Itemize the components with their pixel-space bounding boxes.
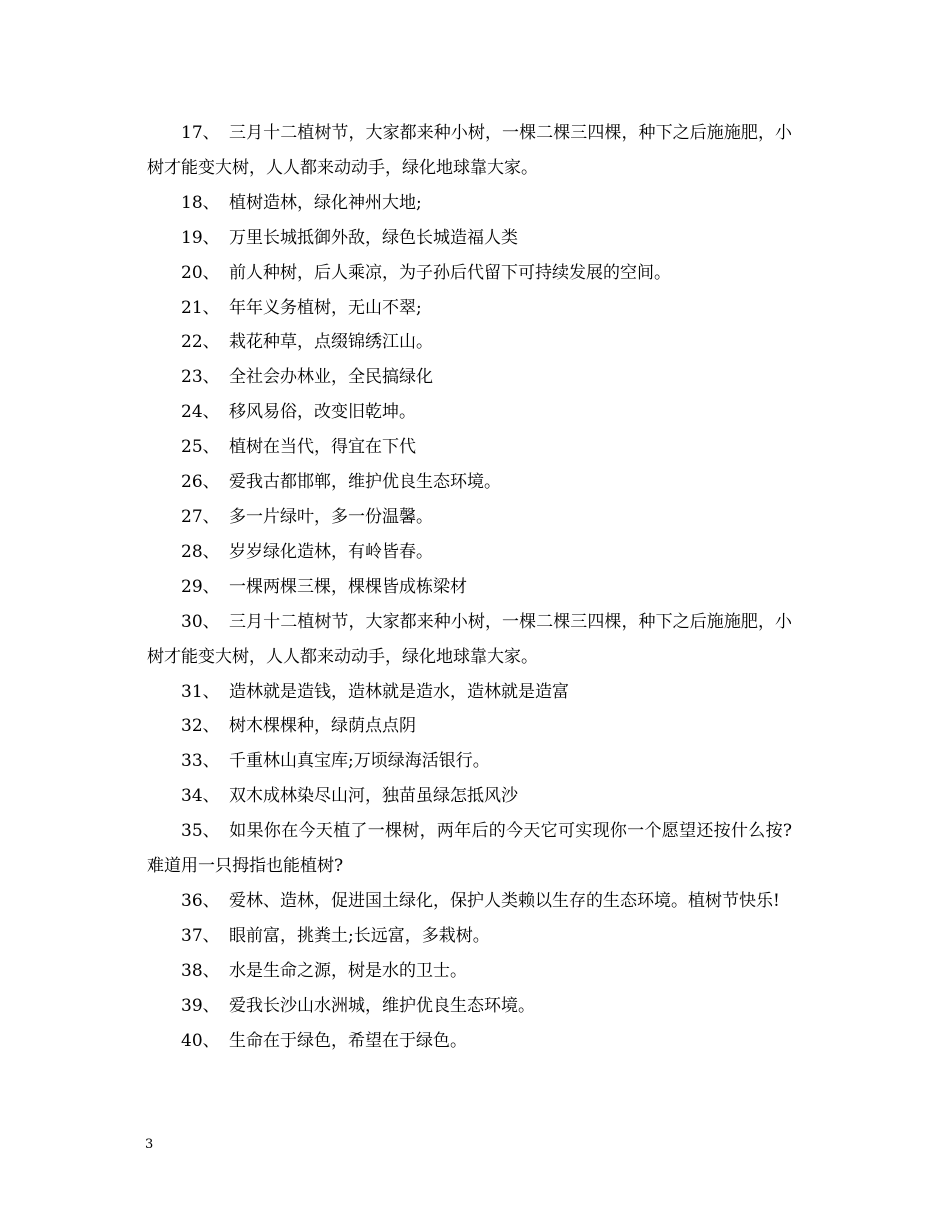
item-number: 17、 xyxy=(181,123,220,143)
list-item xyxy=(147,465,792,500)
item-number: 36、 xyxy=(181,890,220,911)
item-text: 造林就是造钱，造林就是造水，造林就是造富 xyxy=(229,681,569,702)
item-number: 40、 xyxy=(181,1030,220,1051)
item-number: 37、 xyxy=(181,925,220,946)
item-text: 植树造林，绿化神州大地; xyxy=(229,192,422,213)
item-number: 19、 xyxy=(181,227,220,248)
item-text: 爱我古都邯郸，维护优良生态环境。 xyxy=(229,472,501,493)
item-number: 30、 xyxy=(181,611,220,632)
item-text: 移风易俗，改变旧乾坤。 xyxy=(229,402,416,423)
list-item xyxy=(147,1024,792,1059)
item-number: 34、 xyxy=(181,786,220,807)
page-number: 3 xyxy=(145,1137,154,1152)
item-text: 万里长城抵御外敌，绿色长城造福人类 xyxy=(229,227,518,248)
item-text: 植树在当代，得宜在下代 xyxy=(229,437,416,458)
item-number: 33、 xyxy=(181,751,220,772)
item-text: 栽花种草，点缀锦绣江山。 xyxy=(229,332,433,353)
list-item xyxy=(147,430,792,465)
list-item xyxy=(147,291,792,326)
list-item xyxy=(147,709,792,744)
item-text: 年年义务植树，无山不翠; xyxy=(229,297,422,318)
item-text: 岁岁绿化造林，有岭皆春。 xyxy=(229,541,433,562)
item-text: 眼前富，挑粪土;长远富，多栽树。 xyxy=(229,925,490,946)
item-number: 22、 xyxy=(181,332,220,353)
list-item xyxy=(147,675,792,710)
item-text: 千重林山真宝库;万顷绿海活银行。 xyxy=(229,751,490,772)
list-item xyxy=(147,256,792,291)
list-item xyxy=(147,116,792,186)
item-number: 38、 xyxy=(181,960,220,981)
slogan-list xyxy=(147,116,792,1058)
item-number: 21、 xyxy=(181,297,220,318)
item-number: 24、 xyxy=(181,402,220,423)
item-number: 31、 xyxy=(181,681,220,702)
item-text: 前人种树，后人乘凉，为子孙后代留下可持续发展的空间。 xyxy=(229,262,671,283)
item-number: 27、 xyxy=(181,506,220,527)
item-text: 生命在于绿色，希望在于绿色。 xyxy=(229,1030,467,1051)
item-text: 如果你在今天植了一棵树，两年后的今天它可实现你一个愿望还按什么按?难道用一只拇指也能植树? xyxy=(147,821,792,877)
item-text: 一棵两棵三棵，棵棵皆成栋梁材 xyxy=(229,576,467,597)
item-text: 树木棵棵种，绿荫点点阴 xyxy=(229,716,416,737)
list-item xyxy=(147,325,792,360)
list-item xyxy=(147,814,792,884)
item-number: 32、 xyxy=(181,716,220,737)
list-item xyxy=(147,360,792,395)
item-text: 多一片绿叶，多一份温馨。 xyxy=(229,506,433,527)
item-number: 39、 xyxy=(181,995,220,1016)
item-number: 29、 xyxy=(181,576,220,597)
item-number: 25、 xyxy=(181,437,220,458)
item-text: 水是生命之源，树是水的卫士。 xyxy=(229,960,467,981)
list-item xyxy=(147,535,792,570)
item-text: 三月十二植树节，大家都来种小树，一棵二棵三四棵，种下之后施施肥，小树才能变大树，人人都来动动手，绿化地球靠大家。 xyxy=(147,123,792,178)
item-number: 20、 xyxy=(181,262,220,283)
list-item xyxy=(147,954,792,989)
list-item xyxy=(147,570,792,605)
item-number: 26、 xyxy=(181,472,220,493)
list-item xyxy=(147,884,792,919)
list-item xyxy=(147,919,792,954)
list-item xyxy=(147,186,792,221)
item-number: 18、 xyxy=(181,192,220,213)
item-text: 三月十二植树节，大家都来种小树，一棵二棵三四棵，种下之后施施肥，小树才能变大树，人人都来动动手，绿化地球靠大家。 xyxy=(147,611,792,667)
item-text: 全社会办林业，全民搞绿化 xyxy=(229,367,433,388)
item-number: 23、 xyxy=(181,367,220,388)
list-item xyxy=(147,605,792,675)
item-text: 双木成林染尽山河，独苗虽绿怎抵风沙 xyxy=(229,786,518,807)
item-number: 35、 xyxy=(181,821,220,842)
list-item xyxy=(147,779,792,814)
list-item xyxy=(147,395,792,430)
list-item xyxy=(147,744,792,779)
item-text: 爱我长沙山水洲城，维护优良生态环境。 xyxy=(229,995,535,1016)
list-item xyxy=(147,500,792,535)
list-item xyxy=(147,221,792,256)
list-item xyxy=(147,989,792,1024)
item-number: 28、 xyxy=(181,541,220,562)
item-text: 爱林、造林，促进国土绿化，保护人类赖以生存的生态环境。植树节快乐! xyxy=(229,890,780,911)
